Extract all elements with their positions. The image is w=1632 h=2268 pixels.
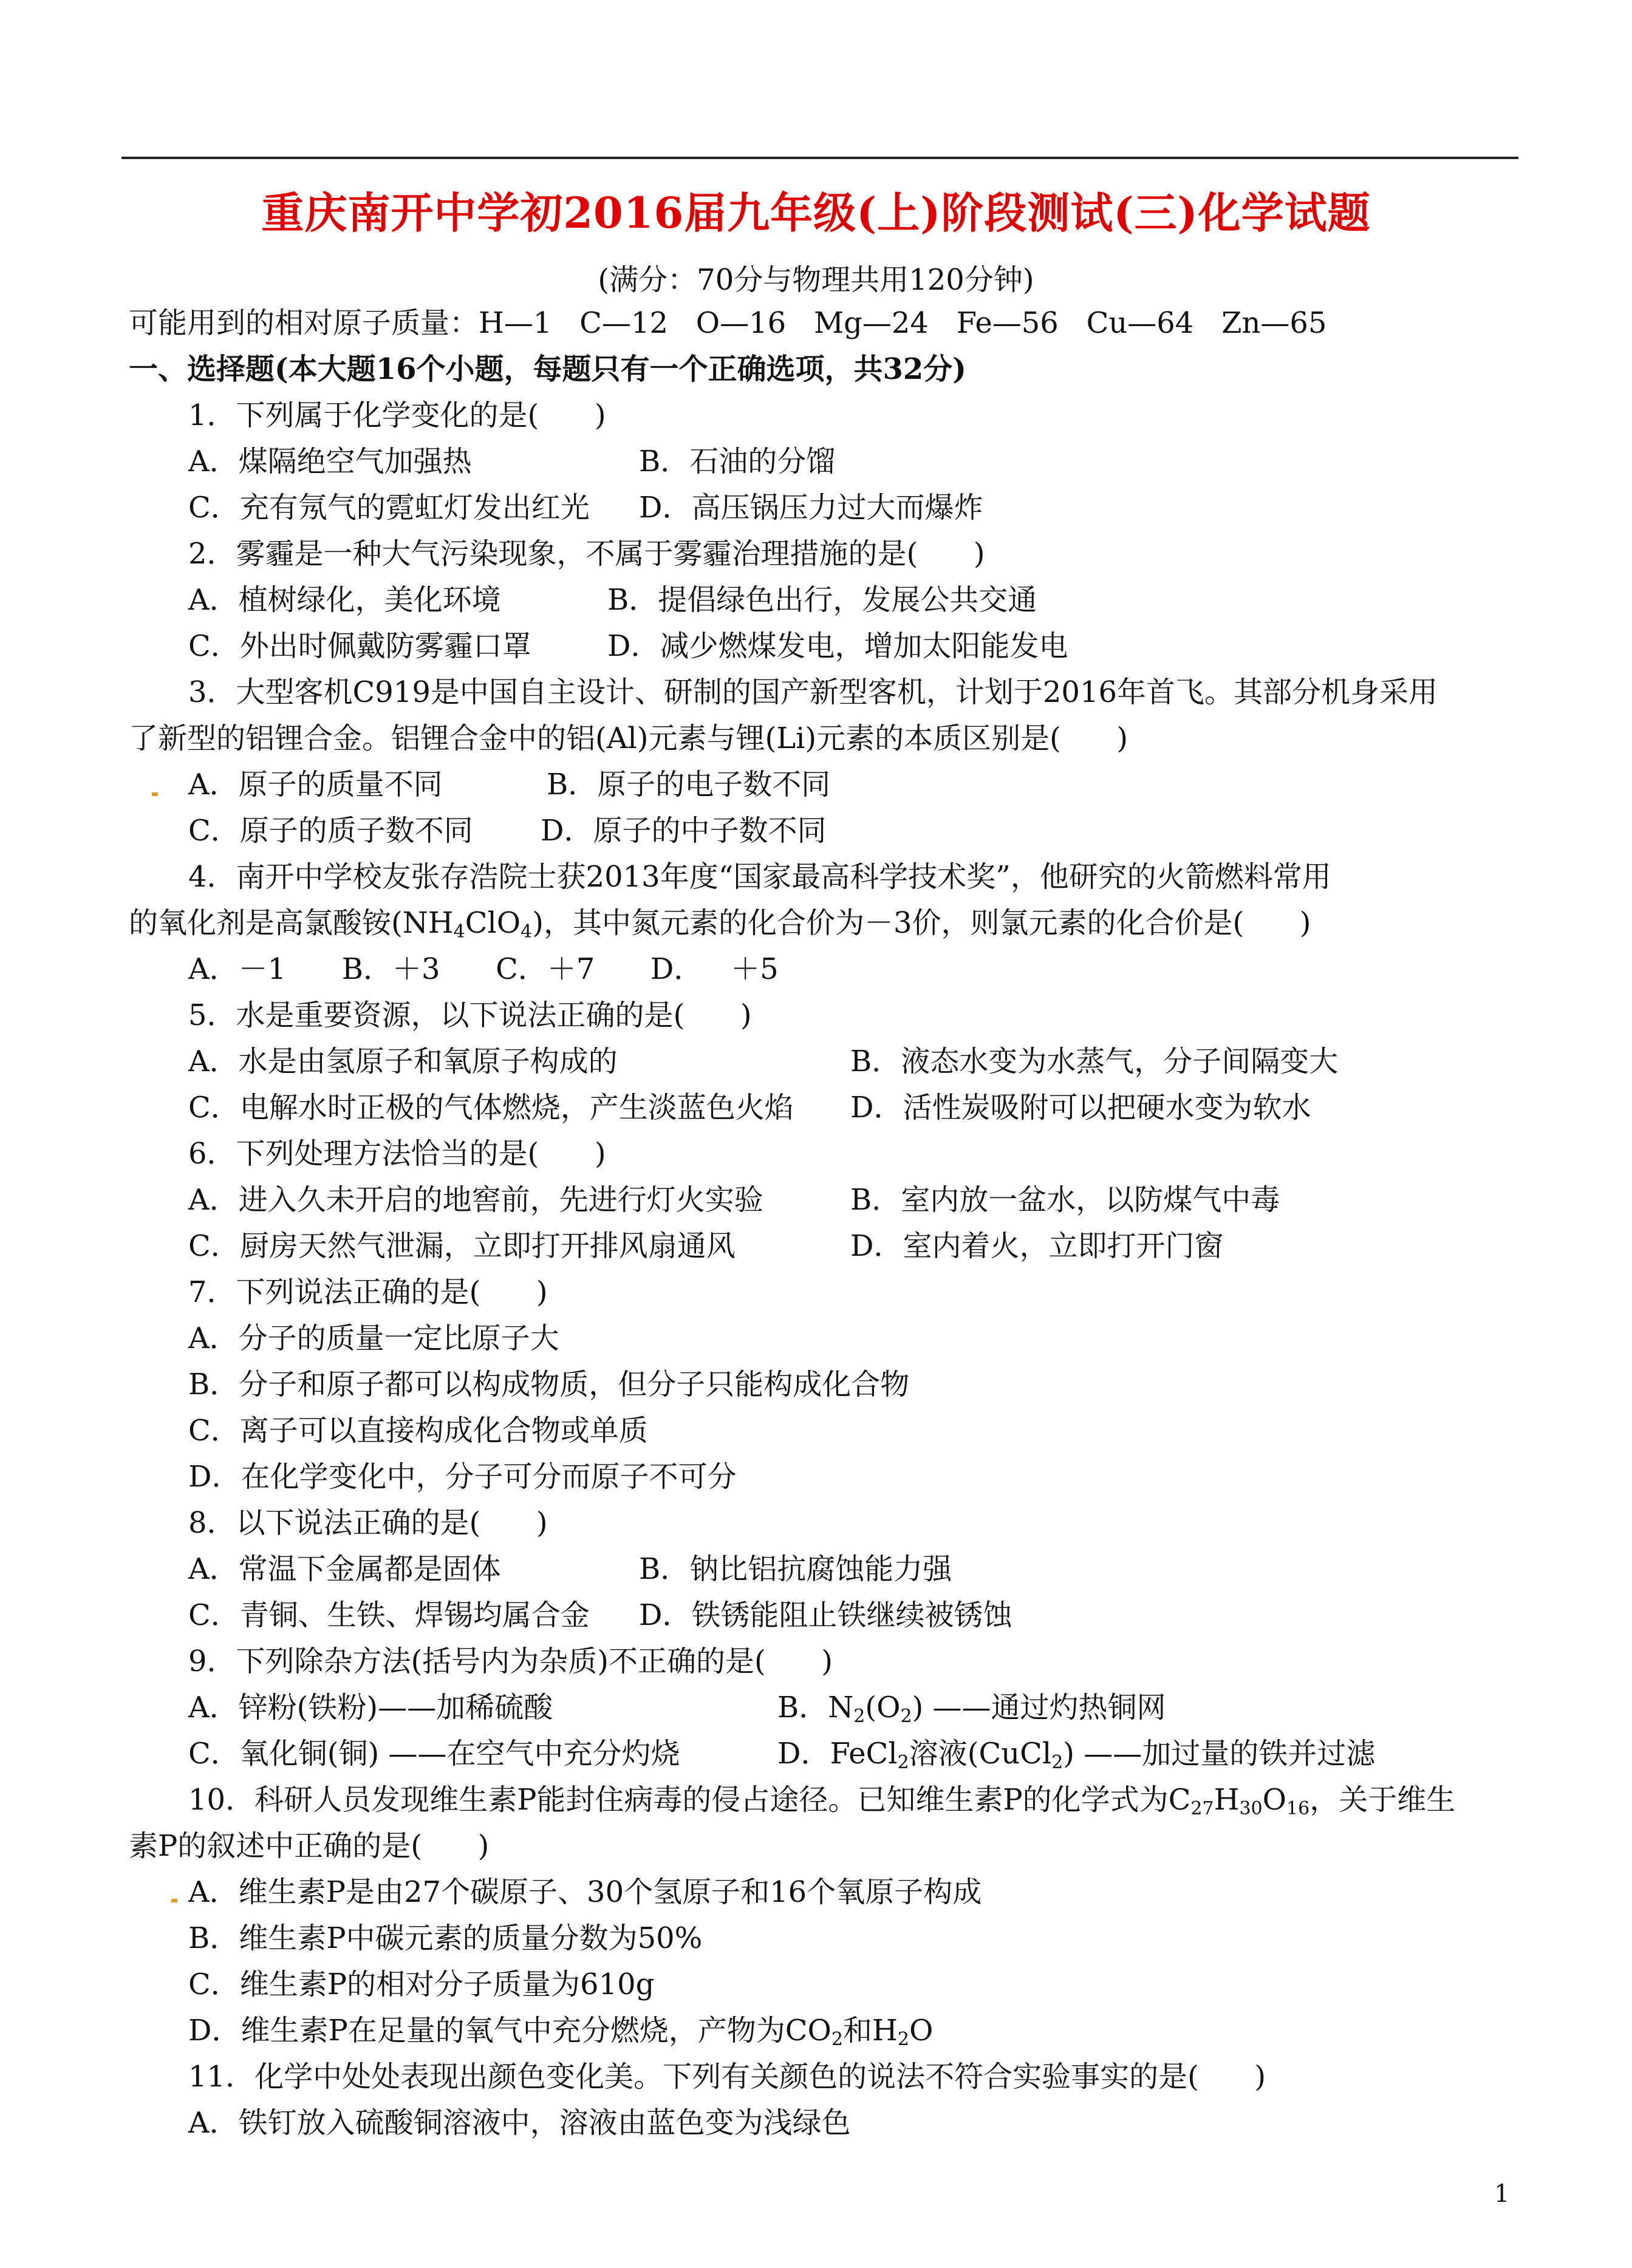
exam-subtitle: (满分：70分与物理共用120分钟) [598,263,1034,297]
page-number: 1 [1494,2180,1510,2208]
q6-option-d: D．室内着火，立即打开门窗 [850,1229,1224,1263]
q9-option-d: D．FeCl$_2$溶液(CuCl$_2$) ——加过量的铁并过滤 [777,1737,1376,1773]
q1-option-a: A．煤隔绝空气加强热 [188,444,472,478]
q10-option-a: A．维生素P是由27个碳原子、30个氢原子和16个氧原子构成 [188,1875,982,1909]
q9-option-c: C．氧化铜(铜) ——在空气中充分灼烧 [188,1737,680,1771]
q9-option-a: A．锌粉(铁粉)——加稀硫酸 [188,1691,553,1725]
q1-option-d: D．高压锅压力过大而爆炸 [639,491,983,525]
q1-option-b: B．石油的分馏 [639,444,836,478]
q3-option-a: A．原子的质量不同 [188,768,443,802]
q8-option-d: D．铁锈能阻止铁继续被锈蚀 [639,1598,1012,1632]
q6-option-c: C．厨房天然气泄漏，立即打开排风扇通风 [188,1229,736,1263]
q7-option-b: B．分子和原子都可以构成物质，但分子只能构成化合物 [188,1367,910,1401]
q2-stem: 2．雾霾是一种大气污染现象，不属于雾霾治理措施的是( ) [188,537,985,571]
q8-stem: 8．以下说法正确的是( ) [188,1506,548,1540]
q5-option-d: D．活性炭吸附可以把硬水变为软水 [850,1091,1311,1125]
q3-option-d: D．原子的中子数不同 [541,814,827,848]
q4-options: A．－1 B．＋3 C．＋7 D． ＋5 [188,952,779,986]
q1-stem: 1．下列属于化学变化的是( ) [188,398,606,432]
q10-option-d: D．维生素P在足量的氧气中充分燃烧，产物为$CO_2$和$H_2O$ [188,2014,934,2050]
q3-option-b: B．原子的电子数不同 [547,768,831,802]
q10-option-c: C．维生素P的相对分子质量为610g [188,1967,655,2001]
q8-option-a: A．常温下金属都是固体 [188,1552,501,1586]
q9-option-b: B．$N_2(O_2)$ ——通过灼热铜网 [777,1691,1166,1727]
q4-stem-line1: 4．南开中学校友张存浩院士获2013年度“国家最高科学技术奖”，他研究的火箭燃料常用 [188,860,1331,894]
q2-option-a: A．植树绿化，美化环境 [188,583,501,617]
q3-stem-line1: 3．大型客机C919是中国自主设计、研制的国产新型客机，计划于2016年首飞。其部分机身采用 [188,675,1438,709]
q6-option-b: B．室内放一盆水，以防煤气中毒 [850,1183,1280,1217]
q6-stem: 6．下列处理方法恰当的是( ) [188,1137,606,1171]
q10-stem-line2: 素P的叙述中正确的是( ) [129,1829,490,1863]
q5-option-a: A．水是由氢原子和氧原子构成的 [188,1044,618,1078]
q2-option-b: B．提倡绿色出行，发展公共交通 [607,583,1037,617]
q11-option-a: A．铁钉放入硫酸铜溶液中，溶液由蓝色变为浅绿色 [188,2106,851,2140]
q8-option-b: B．钠比铝抗腐蚀能力强 [639,1552,952,1586]
q5-option-c: C．电解水时正极的气体燃烧，产生淡蓝色火焰 [188,1091,794,1125]
q5-option-b: B．液态水变为水蒸气，分子间隔变大 [850,1044,1339,1078]
q6-option-a: A．进入久未开启的地窖前，先进行灯火实验 [188,1183,763,1217]
exam-title: 重庆南开中学初2016届九年级(上)阶段测试(三)化学试题 [261,188,1371,238]
q9-stem: 9．下列除杂方法(括号内为杂质)不正确的是( ) [188,1644,833,1678]
q2-option-d: D．减少燃煤发电，增加太阳能发电 [607,629,1068,663]
margin-mark [152,792,158,796]
section-heading: 一、选择题(本大题16个小题，每题只有一个正确选项，共32分) [129,352,967,386]
q5-stem: 5．水是重要资源，以下说法正确的是( ) [188,998,752,1032]
q7-option-c: C．离子可以直接构成化合物或单质 [188,1414,648,1448]
q4-stem-line2: 的氧化剂是高氯酸铵$(NH_4ClO_4)$，其中氮元素的化合价为－3价，则氯元素的化合价是( ) [129,906,1311,942]
q8-option-c: C．青铜、生铁、焊锡均属合金 [188,1598,590,1632]
q7-option-a: A．分子的质量一定比原子大 [188,1321,559,1355]
q1-option-c: C．充有氖气的霓虹灯发出红光 [188,491,590,525]
q10-option-b: B．维生素P中碳元素的质量分数为50% [188,1921,703,1955]
q3-stem-line2: 了新型的铝锂合金。铝锂合金中的铝(Al)元素与锂(Li)元素的本质区别是( ) [129,721,1128,755]
atomic-masses: 可能用到的相对原子质量：H—1 C—12 O—16 Mg—24 Fe—56 Cu—64 Zn—65 [129,306,1327,340]
q7-stem: 7．下列说法正确的是( ) [188,1275,548,1309]
q11-stem: 11．化学中处处表现出颜色变化美。下列有关颜色的说法不符合实验事实的是( ) [188,2060,1266,2094]
q3-option-c: C．原子的质子数不同 [188,814,473,848]
q10-stem-line1: 10．科研人员发现维生素P能封住病毒的侵占途径。已知维生素P的化学式为$C_{27}H_{30}O_{16}$，关于维生 [188,1783,1456,1819]
q7-option-d: D．在化学变化中，分子可分而原子不可分 [188,1460,737,1494]
margin-mark [171,1899,177,1902]
q2-option-c: C．外出时佩戴防雾霾口罩 [188,629,531,663]
header-rule [121,157,1518,159]
